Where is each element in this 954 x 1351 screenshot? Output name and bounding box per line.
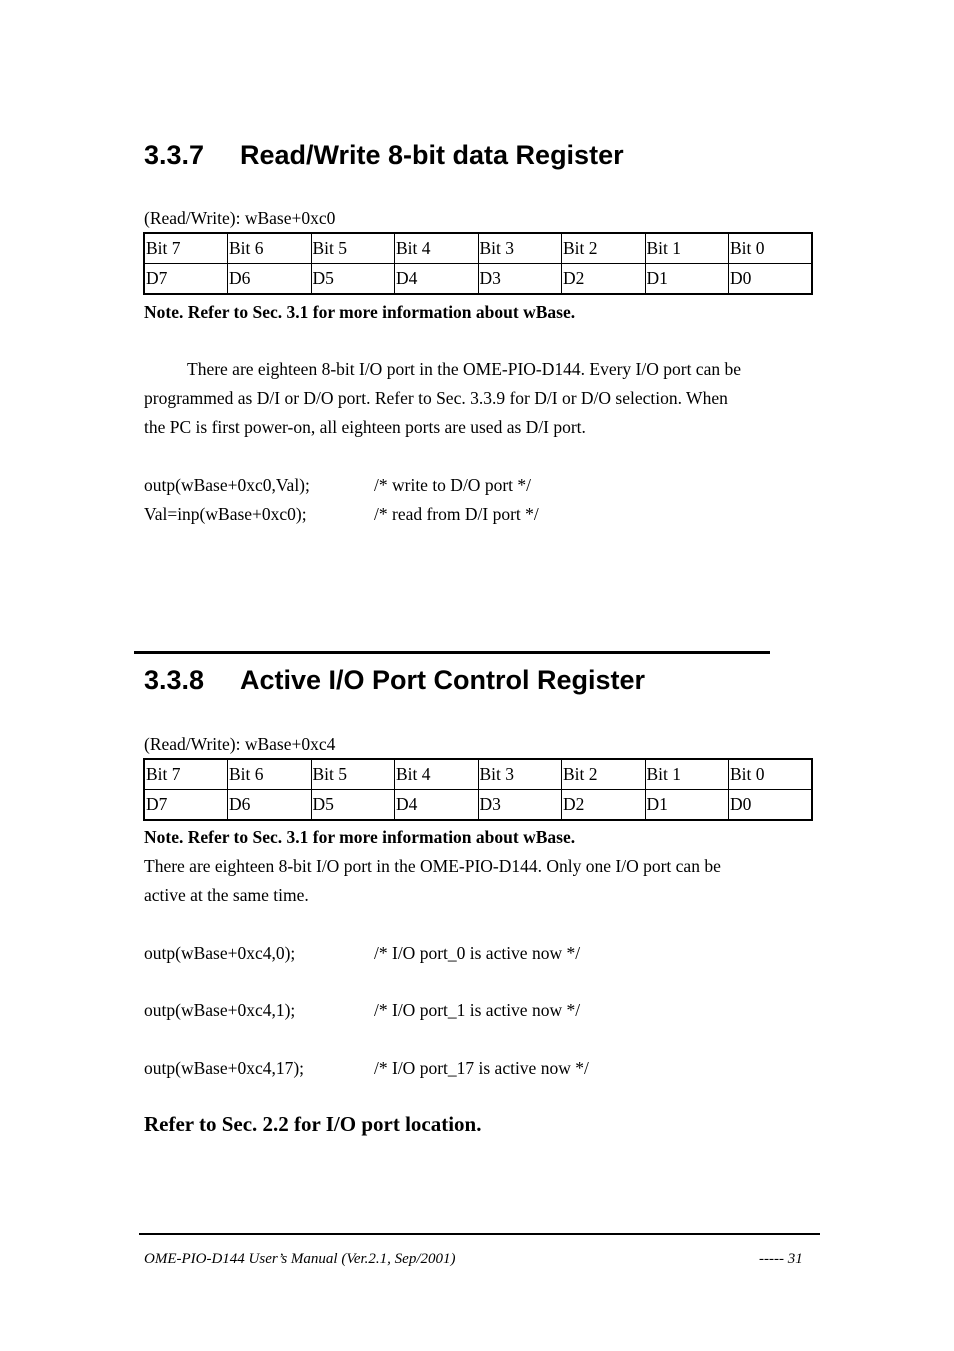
table-cell: Bit 1 xyxy=(645,759,729,790)
table-cell: D1 xyxy=(645,790,729,821)
footer-rule xyxy=(139,1233,820,1235)
table-cell: D0 xyxy=(729,790,813,821)
table-cell: D3 xyxy=(478,790,562,821)
section-number: 3.3.7 xyxy=(144,140,205,170)
table-cell: Bit 0 xyxy=(729,759,813,790)
table-cell: D5 xyxy=(311,264,395,295)
table-row xyxy=(144,264,812,295)
code-statement: outp(wBase+0xc4,0); xyxy=(144,943,296,963)
table-cell: D0 xyxy=(729,264,813,295)
wbase-note: Note. Refer to Sec. 3.1 for more information about wBase. xyxy=(144,827,576,847)
table-cell: Bit 2 xyxy=(562,233,646,264)
table-cell: Bit 7 xyxy=(144,233,228,264)
code-comment: /* read from D/I port */ xyxy=(374,504,539,524)
code-line xyxy=(144,943,580,964)
register-bit-table xyxy=(143,758,813,821)
register-address: (Read/Write): wBase+0xc4 xyxy=(144,734,336,754)
footer-page-number: ----- 31 xyxy=(759,1251,803,1267)
io-port-location-reference: Refer to Sec. 2.2 for I/O port location. xyxy=(144,1112,482,1136)
paragraph-line: programmed as D/I or D/O port. Refer to Sec. 3.3.9 for D/I or D/O selection. When xyxy=(144,388,728,408)
code-statement: outp(wBase+0xc0,Val); xyxy=(144,475,310,495)
table-cell: Bit 7 xyxy=(144,759,228,790)
code-line xyxy=(144,475,531,496)
table-cell: Bit 3 xyxy=(478,233,562,264)
table-cell: Bit 1 xyxy=(645,233,729,264)
table-cell: Bit 4 xyxy=(395,759,479,790)
register-address: (Read/Write): wBase+0xc0 xyxy=(144,208,336,228)
section-divider xyxy=(134,651,770,654)
code-line xyxy=(144,504,539,525)
section-title: Read/Write 8-bit data Register xyxy=(240,140,624,170)
table-cell: D2 xyxy=(562,790,646,821)
table-cell: D7 xyxy=(144,790,228,821)
table-cell: D3 xyxy=(478,264,562,295)
table-cell: D5 xyxy=(311,790,395,821)
table-cell: D6 xyxy=(228,790,312,821)
table-cell: Bit 3 xyxy=(478,759,562,790)
code-comment: /* I/O port_1 is active now */ xyxy=(374,1000,581,1020)
code-comment: /* I/O port_17 is active now */ xyxy=(374,1058,589,1078)
section-heading-3-3-7 xyxy=(144,140,624,171)
table-cell: D4 xyxy=(395,790,479,821)
section-title: Active I/O Port Control Register xyxy=(240,665,646,695)
table-cell: Bit 5 xyxy=(311,759,395,790)
table-cell: Bit 4 xyxy=(395,233,479,264)
paragraph-line: the PC is first power-on, all eighteen ports are used as D/I port. xyxy=(144,417,586,437)
table-row xyxy=(144,790,812,821)
paragraph-line: There are eighteen 8-bit I/O port in the OME-PIO-D144. Only one I/O port can be xyxy=(144,856,721,876)
register-bit-table xyxy=(143,232,813,295)
table-cell: Bit 0 xyxy=(729,233,813,264)
paragraph-line: active at the same time. xyxy=(144,885,309,905)
table-cell: D7 xyxy=(144,264,228,295)
section-heading-3-3-8 xyxy=(144,665,645,696)
code-statement: Val=inp(wBase+0xc0); xyxy=(144,504,307,524)
table-row xyxy=(144,233,812,264)
table-cell: D4 xyxy=(395,264,479,295)
code-line xyxy=(144,1058,589,1079)
section-number: 3.3.8 xyxy=(144,665,205,695)
table-cell: D2 xyxy=(562,264,646,295)
table-row xyxy=(144,759,812,790)
code-comment: /* I/O port_0 is active now */ xyxy=(374,943,581,963)
table-cell: D1 xyxy=(645,264,729,295)
paragraph-line: There are eighteen 8-bit I/O port in the OME-PIO-D144. Every I/O port can be xyxy=(187,359,741,379)
table-cell: Bit 6 xyxy=(228,233,312,264)
code-statement: outp(wBase+0xc4,17); xyxy=(144,1058,305,1078)
code-comment: /* write to D/O port */ xyxy=(374,475,531,495)
table-cell: Bit 2 xyxy=(562,759,646,790)
code-line xyxy=(144,1000,580,1021)
code-statement: outp(wBase+0xc4,1); xyxy=(144,1000,296,1020)
table-cell: Bit 6 xyxy=(228,759,312,790)
table-cell: D6 xyxy=(228,264,312,295)
footer-manual-title: OME-PIO-D144 User’s Manual (Ver.2.1, Sep/2001) xyxy=(144,1251,456,1267)
wbase-note: Note. Refer to Sec. 3.1 for more information about wBase. xyxy=(144,302,576,322)
table-cell: Bit 5 xyxy=(311,233,395,264)
